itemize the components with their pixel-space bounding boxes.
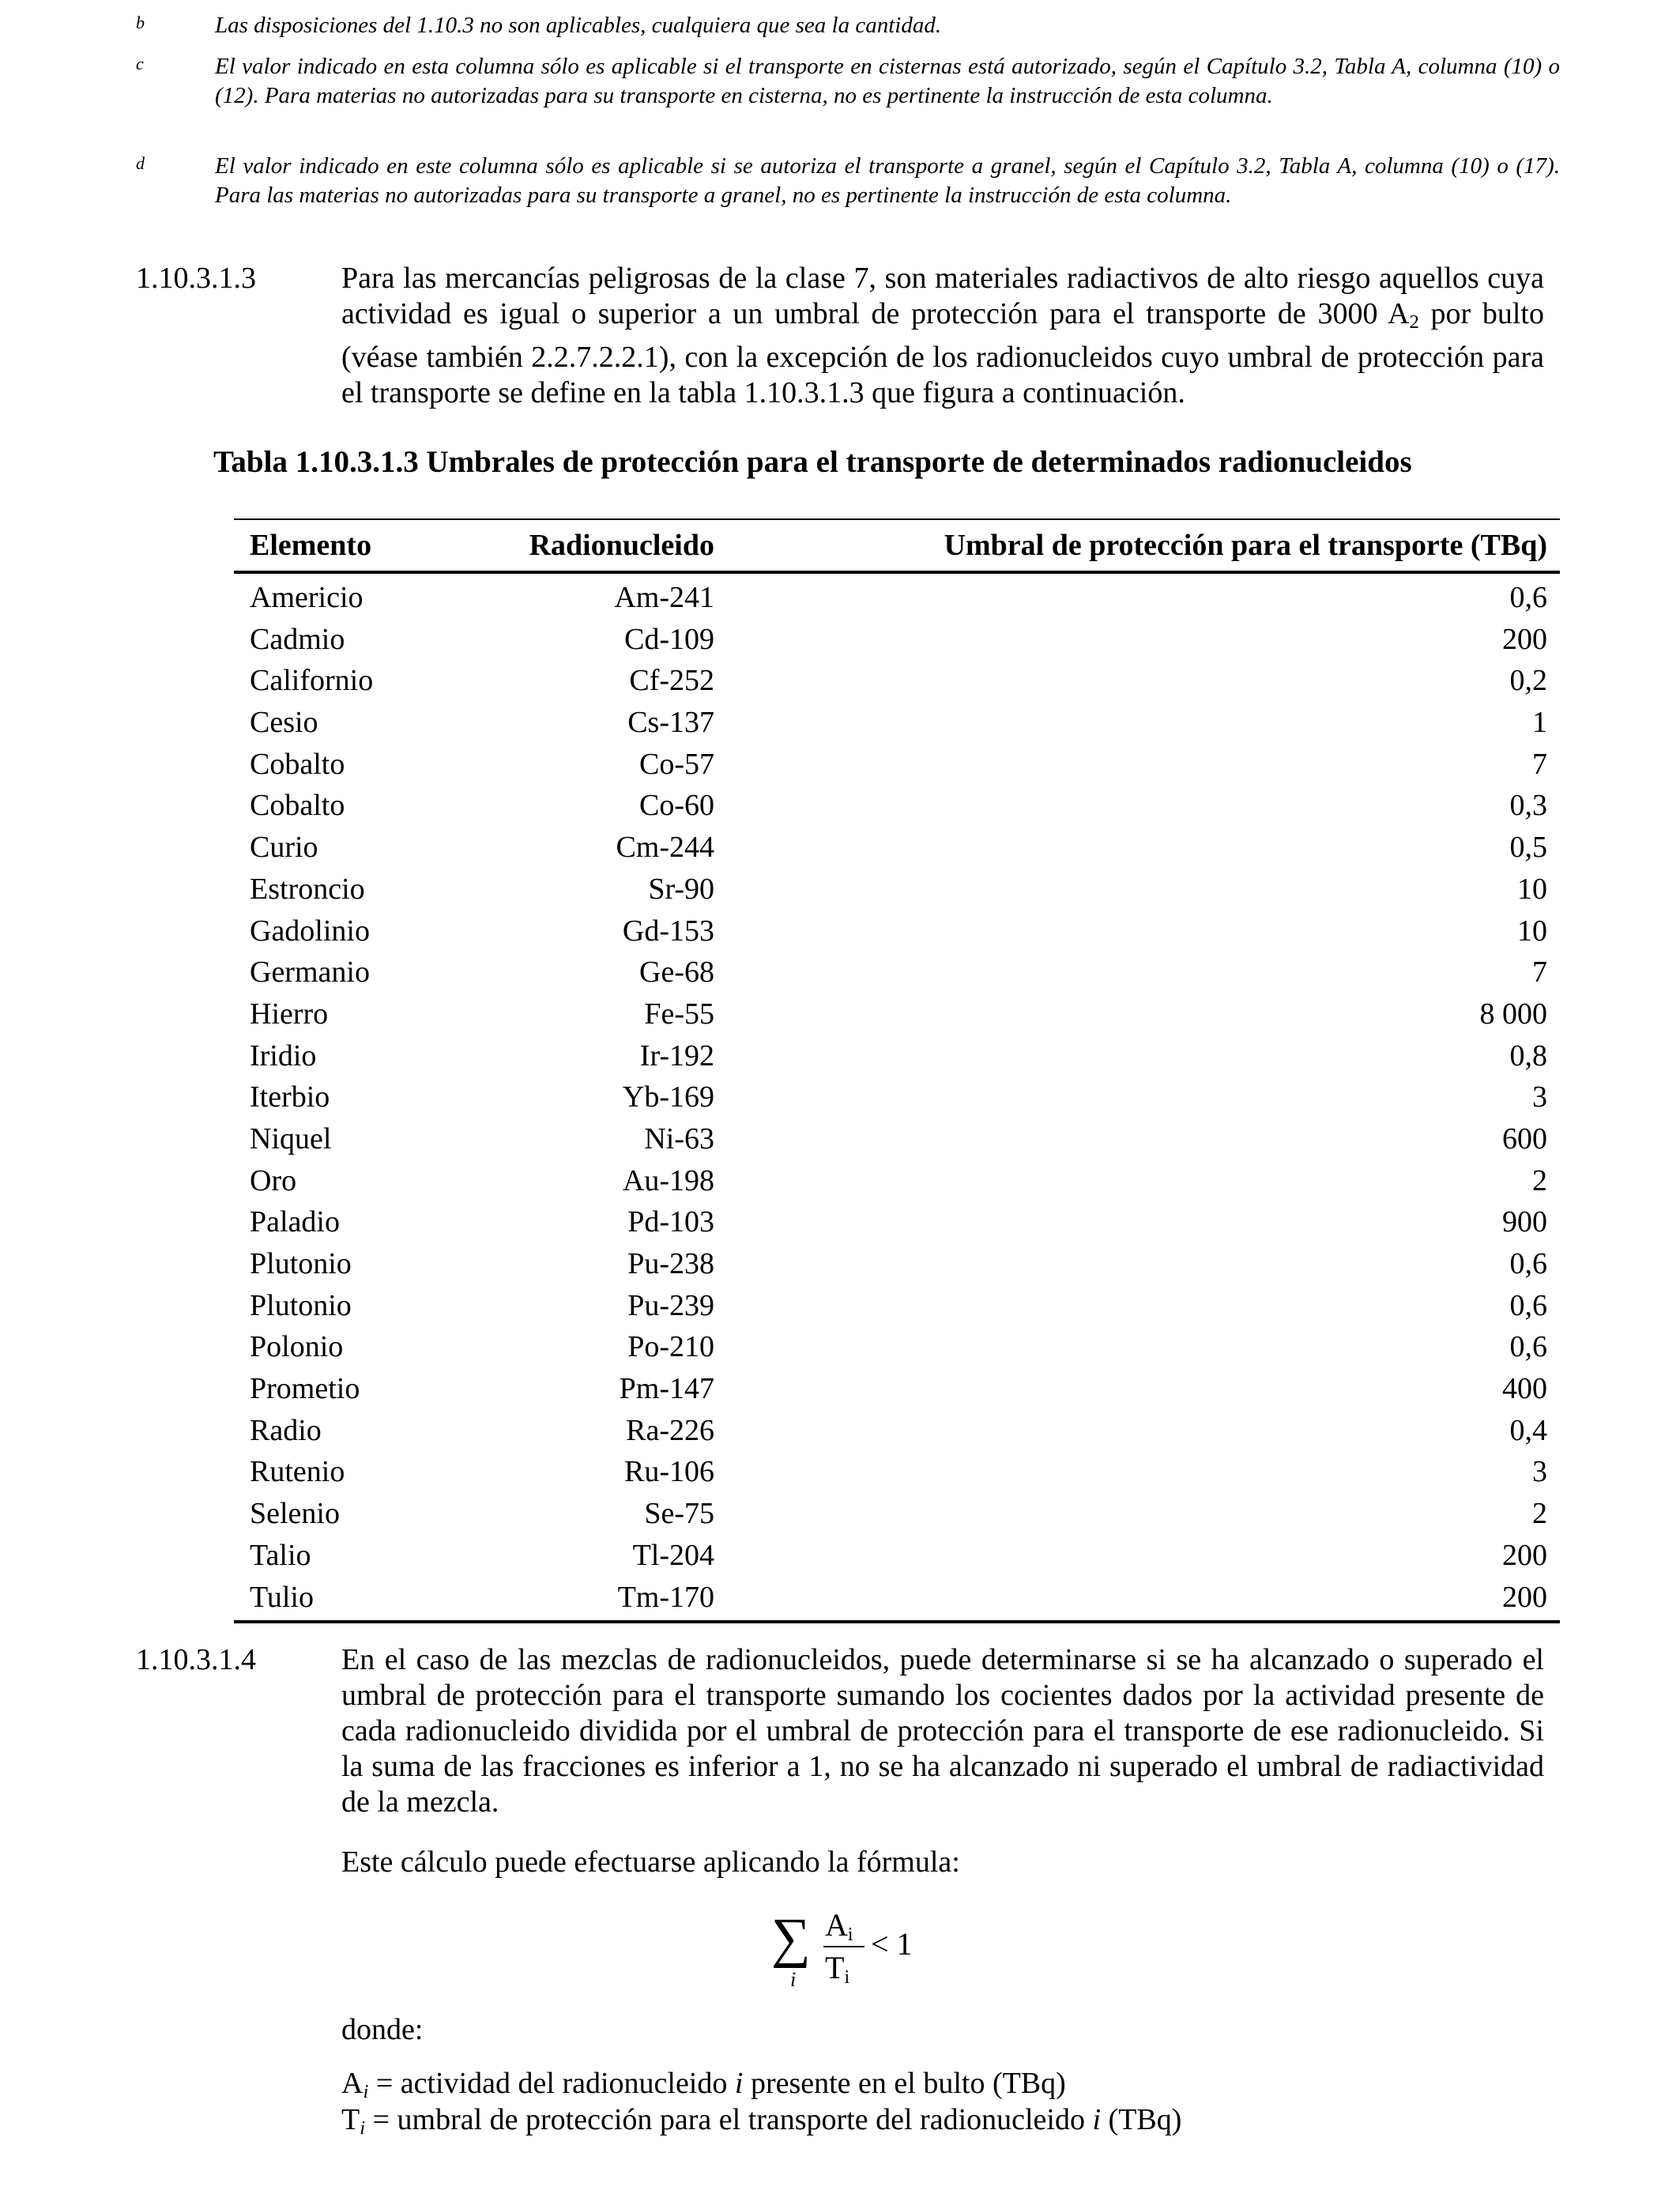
cell-element: Estroncio [250,872,365,906]
cell-element: Cadmio [250,622,345,656]
cell-threshold: 600 [1502,1122,1547,1155]
table-row [234,785,1560,827]
cell-radionuclide: Co-60 [639,789,714,823]
table-row [234,1451,1560,1493]
cell-element: Curio [250,831,318,865]
cell-threshold: 2 [1532,1163,1547,1197]
cell-threshold: 200 [1502,1538,1547,1572]
cell-threshold: 10 [1517,914,1547,948]
fraction-bar [823,1946,864,1947]
table-row [234,1201,1560,1243]
footnote-text: Las disposiciones del 1.10.3 no son aplicables, cualquiera que sea la cantidad. [215,13,942,38]
cell-radionuclide: Cf-252 [629,664,714,698]
relation: < 1 [871,1926,913,1962]
cell-element: Radio [250,1413,322,1447]
cell-element: Gadolinio [250,914,370,948]
cell-element: Niquel [250,1122,332,1155]
cell-radionuclide: Au-198 [622,1163,714,1197]
footnote-mark: d [136,153,145,173]
cell-radionuclide: Se-75 [644,1497,714,1531]
cell-radionuclide: Po-210 [627,1330,714,1364]
table-header-rule [234,571,1560,574]
table-row [234,1035,1560,1077]
table-row [234,993,1560,1035]
table-bottom-rule [234,1620,1560,1623]
cell-element: Prometio [250,1372,360,1406]
cell-threshold: 1 [1532,706,1547,740]
cell-threshold: 0,6 [1509,1247,1547,1280]
footnote-mark: b [136,13,145,32]
table-row [234,1243,1560,1285]
cell-threshold: 7 [1532,956,1547,990]
sum-index: i [790,1968,797,1991]
cell-element: Cobalto [250,747,345,781]
table-row [234,1326,1560,1368]
cell-radionuclide: Ru-106 [624,1455,714,1489]
sum-symbol: ∑ [771,1908,811,1969]
cell-threshold: 0,6 [1509,1330,1547,1364]
cell-radionuclide: Ge-68 [639,956,714,990]
cell-radionuclide: Cm-244 [616,831,714,865]
table-row [234,702,1560,744]
cell-radionuclide: Cd-109 [624,622,714,656]
cell-element: Polonio [250,1330,344,1364]
paragraph-text: por bulto (véase también 2.2.7.2.2.1), con la excepción de los radionucleidos cuyo umbral de protección para el transporte se define en la tabla 1.10.3.1.3 que figura a continuación. [341,297,1544,410]
section-number: 1.10.3.1.3 [136,262,256,295]
cell-threshold: 3 [1532,1455,1547,1489]
cell-element: Germanio [250,956,370,990]
table-row [234,660,1560,702]
cell-radionuclide: Fe-55 [644,997,714,1031]
cell-threshold: 0,6 [1509,581,1547,614]
definition-t: $T_i$ = umbral de protección para el transporte del radionucleido i (TBq) [341,2103,1182,2139]
denominator: $T_i$ [825,1950,850,1988]
cell-threshold: 7 [1532,747,1547,781]
cell-threshold: 3 [1532,1080,1547,1114]
cell-element: Oro [250,1163,297,1197]
table-row [234,744,1560,786]
table-row [234,1076,1560,1118]
table-row [234,910,1560,952]
cell-element: Cesio [250,706,318,740]
cell-radionuclide: Pm-147 [619,1372,714,1406]
cell-element: Cobalto [250,789,345,823]
cell-threshold: 900 [1502,1205,1547,1239]
definition-a: $A_i$ = actividad del radionucleido i presente en el bulto (TBq) [341,2067,1066,2103]
cell-radionuclide: Cs-137 [627,706,714,740]
cell-radionuclide: Ir-192 [639,1039,714,1072]
footnote-text: El valor indicado en esta columna sólo es aplicable si el transporte en cisternas está autorizado, según el Capítulo 3.2, Tabla A, columna (10) o (12). Para materias no autorizadas para su transporte en cisterna, no es pertinente la instrucción de esta columna. [215,54,1560,108]
column-header-radionuclide: Radionucleido [529,529,714,562]
column-header-element: Elemento [250,529,372,562]
cell-radionuclide: Sr-90 [648,872,714,906]
table-row [234,952,1560,993]
cell-element: Iridio [250,1039,317,1072]
table-row [234,827,1560,869]
table-header [234,528,1560,569]
cell-radionuclide: Ni-63 [644,1122,714,1155]
cell-threshold: 2 [1532,1497,1547,1531]
cell-radionuclide: Yb-169 [622,1080,714,1114]
table-body [234,577,1560,1618]
section-paragraph [341,261,1544,411]
cell-radionuclide: Co-57 [639,747,714,781]
cell-radionuclide: Tm-170 [617,1580,714,1614]
cell-threshold: 0,8 [1509,1039,1547,1072]
cell-threshold: 0,4 [1509,1413,1547,1447]
cell-threshold: 0,3 [1509,789,1547,823]
column-header-threshold: Umbral de protección para el transporte (TBq) [944,529,1547,562]
table-row [234,1368,1560,1410]
footnote-text: El valor indicado en este columna sólo es aplicable si se autoriza el transporte a granel, según el Capítulo 3.2, Tabla A, columna (10) o (17). Para las materias no autorizadas para su transporte a granel, no es pertinente la instrucción de esta columna. [215,153,1560,208]
cell-radionuclide: Pd-103 [627,1205,714,1239]
formula [771,1906,929,1993]
where-label: donde: [341,2013,424,2046]
table-row [234,1285,1560,1327]
cell-radionuclide: Gd-153 [622,914,714,948]
cell-element: Selenio [250,1497,340,1531]
paragraph-text: Para las mercancías peligrosas de la clase 7, son materiales radiactivos de alto riesgo aquellos cuya actividad es igual o superior a un umbral de protección para el transporte de 3000 A [341,262,1544,330]
cell-threshold: 8 000 [1479,997,1547,1031]
table-top-rule [234,518,1560,520]
cell-element: Iterbio [250,1080,330,1114]
cell-element: Californio [250,664,374,698]
section-number: 1.10.3.1.4 [136,1643,256,1676]
cell-threshold: 10 [1517,872,1547,906]
cell-threshold: 400 [1502,1372,1547,1406]
subscript: 2 [1409,311,1419,334]
cell-element: Hierro [250,997,329,1031]
table-row [234,1577,1560,1619]
numerator: $A_i$ [825,1907,853,1945]
table-row [234,1535,1560,1577]
cell-radionuclide: Pu-239 [627,1288,714,1322]
formula-intro: Este cálculo puede efectuarse aplicando la fórmula: [341,1845,960,1879]
table-row [234,869,1560,910]
table-row [234,1410,1560,1452]
table-row [234,577,1560,619]
cell-element: Plutonio [250,1247,352,1280]
cell-element: Paladio [250,1205,340,1239]
cell-threshold: 200 [1502,622,1547,656]
table-row [234,1160,1560,1202]
cell-radionuclide: Pu-238 [627,1247,714,1280]
cell-threshold: 0,5 [1509,831,1547,865]
cell-radionuclide: Am-241 [614,581,714,614]
cell-element: Talio [250,1538,311,1572]
cell-threshold: 0,6 [1509,1288,1547,1322]
table-row [234,1118,1560,1160]
table-caption: Tabla 1.10.3.1.3 Umbrales de protección para el transporte de determinados radionucleidos [213,445,1412,479]
cell-element: Rutenio [250,1455,345,1489]
section-paragraph: En el caso de las mezclas de radionucleidos, puede determinarse si se ha alcanzado o superado el umbral de protección para el transporte sumando los cocientes dados por la actividad presente de cada radionucleido dividida por el umbral de protección para el transporte de ese radionucleido. Si la suma de las fracciones es inferior a 1, no se ha alcanzado ni superado el umbral de radiactividad de la mezcla. [341,1643,1544,1819]
cell-element: Plutonio [250,1288,352,1322]
footnote-mark: c [136,54,144,74]
cell-radionuclide: Ra-226 [626,1413,714,1447]
cell-threshold: 200 [1502,1580,1547,1614]
table-row [234,1493,1560,1535]
cell-element: Americio [250,581,363,614]
cell-threshold: 0,2 [1509,664,1547,698]
cell-radionuclide: Tl-204 [632,1538,714,1572]
table-row [234,619,1560,661]
cell-element: Tulio [250,1580,314,1614]
